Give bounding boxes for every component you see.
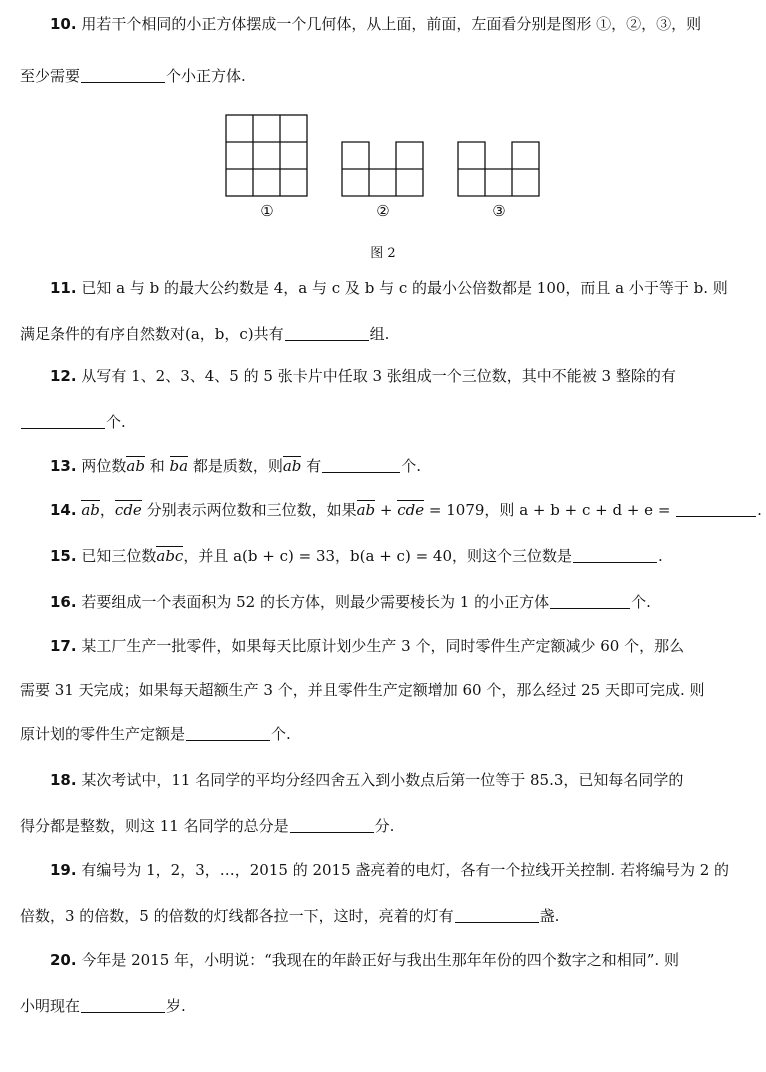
overline-ba: ba — [169, 457, 189, 475]
q12-text: 从写有 1、2、3、4、5 的 5 张卡片中任取 3 张组成一个三位数，其中不能被 3 整除的有 — [81, 367, 676, 385]
q11-line2 — [20, 324, 389, 344]
figure-label-1: ① — [260, 202, 274, 220]
answer-blank[interactable] — [21, 413, 105, 429]
q20-line1 — [50, 950, 679, 970]
q12-line1 — [50, 366, 676, 386]
q17-number: 17. — [50, 637, 77, 655]
q19-line2 — [20, 906, 559, 926]
q14-plus: + — [375, 501, 398, 519]
q17-line3 — [20, 724, 291, 744]
q13-line — [50, 456, 421, 476]
q19-text1: 有编号为 1，2，3，…，2015 的 2015 盏亮着的电灯，各有一个拉线开关控制. 若将编号为 2 的 — [81, 861, 730, 879]
answer-blank[interactable] — [81, 997, 165, 1013]
q20-text1: 今年是 2015 年，小明说：“我现在的年龄正好与我出生那年年份的四个数字之和相同”. 则 — [81, 951, 679, 969]
answer-blank[interactable] — [676, 501, 756, 517]
q14-end: . — [757, 501, 762, 519]
q20-number: 20. — [50, 951, 77, 969]
q19-number: 19. — [50, 861, 77, 879]
q15-text-a: 已知三位数 — [81, 547, 157, 565]
figure-label-3: ③ — [492, 202, 506, 220]
q13-text-a: 两位数 — [81, 457, 127, 475]
q13-text-e: 个. — [401, 457, 421, 475]
answer-blank[interactable] — [573, 547, 657, 563]
q18-line2 — [20, 816, 394, 836]
q10-line2 — [20, 66, 246, 86]
overline-ab: ab — [126, 457, 145, 475]
q11-number: 11. — [50, 279, 77, 297]
q16-number: 16. — [50, 593, 77, 611]
answer-blank[interactable] — [285, 325, 369, 341]
q15-number: 15. — [50, 547, 77, 565]
q19-text2b: 盏. — [539, 907, 560, 925]
q18-text1: 某次考试中，11 名同学的平均分经四舍五入到小数点后第一位等于 85.3，已知每名同学的 — [81, 771, 684, 789]
q17-line1 — [50, 636, 684, 656]
q14-line — [50, 500, 762, 520]
q13-text-b: 和 — [149, 457, 165, 475]
q15-text-b: ，并且 a(b + c) = 33，b(a + c) = 40，则这个三位数是 — [183, 547, 572, 565]
three-view-figure — [220, 112, 550, 202]
q16-end: 个. — [631, 593, 651, 611]
answer-blank[interactable] — [455, 907, 539, 923]
overline-cde: cde — [397, 501, 425, 519]
q11-text: 已知 a 与 b 的最大公约数是 4，a 与 c 及 b 与 c 的最小公倍数都是 100，而且 a 小于等于 b. 则 — [81, 279, 728, 297]
overline-ab: ab — [356, 501, 376, 519]
q17-line2 — [20, 680, 705, 700]
top-view-grid — [226, 115, 307, 196]
q16-line — [50, 592, 651, 612]
q19-line1 — [50, 860, 729, 880]
q11-line1 — [50, 278, 728, 298]
answer-blank[interactable] — [550, 593, 630, 609]
q10-line1 — [50, 14, 701, 34]
left-view-grid — [458, 142, 539, 196]
q10-text: 用若干个相同的小正方体摆成一个几何体，从上面，前面，左面看分别是图形 ①，②，③，则 — [81, 15, 702, 33]
q19-text2a: 倍数，3 的倍数，5 的倍数的灯线都各拉一下，这时，亮着的灯有 — [20, 907, 454, 925]
q20-text2a: 小明现在 — [20, 997, 81, 1015]
q17-text1: 某工厂生产一批零件，如果每天比原计划少生产 3 个，同时零件生产定额减少 60 个，那么 — [81, 637, 685, 655]
q10-number: 10. — [50, 15, 77, 33]
q17-text3b: 个. — [271, 725, 291, 743]
q18-text2b: 分. — [374, 817, 395, 835]
q20-text2b: 岁. — [166, 997, 186, 1015]
answer-blank[interactable] — [186, 725, 270, 741]
overline-ab: ab — [282, 457, 302, 475]
q18-number: 18. — [50, 771, 77, 789]
q20-line2 — [20, 996, 186, 1016]
q14-text-b: = 1079，则 a + b + c + d + e = — [424, 501, 676, 519]
q13-text-c: 都是质数，则 — [192, 457, 283, 475]
q11-text2a: 满足条件的有序自然数对(a，b，c)共有 — [20, 325, 284, 343]
q15-line — [50, 546, 663, 566]
q18-line1 — [50, 770, 683, 790]
q11-text2b: 组. — [369, 325, 390, 343]
q15-end: . — [658, 547, 663, 565]
overline-cde: cde — [114, 501, 142, 519]
figure-label-2: ② — [376, 202, 390, 220]
q13-number: 13. — [50, 457, 77, 475]
q12-text2: 个. — [106, 413, 126, 431]
answer-blank[interactable] — [81, 67, 165, 83]
q12-line2 — [20, 412, 126, 432]
front-view-grid — [342, 142, 423, 196]
q10-text2a: 至少需要 — [20, 67, 81, 85]
q17-text3a: 原计划的零件生产定额是 — [20, 725, 186, 743]
q14-number: 14. — [50, 501, 77, 519]
q10-text2b: 个小正方体. — [166, 67, 246, 85]
q17-text2: 需要 31 天完成；如果每天超额生产 3 个，并且零件生产定额增加 60 个，那么经过 25 天即可完成. 则 — [20, 681, 705, 699]
q18-text2a: 得分都是整数，则这 11 名同学的总分是 — [20, 817, 289, 835]
q14-sep: ， — [99, 501, 115, 519]
q14-text-a: 分别表示两位数和三位数，如果 — [146, 501, 357, 519]
q13-text-d: 有 — [306, 457, 322, 475]
answer-blank[interactable] — [290, 817, 374, 833]
answer-blank[interactable] — [322, 457, 400, 473]
overline-abc: abc — [156, 547, 184, 565]
figure-caption: 图 2 — [370, 246, 396, 261]
q12-number: 12. — [50, 367, 77, 385]
q16-text: 若要组成一个表面积为 52 的长方体，则最少需要棱长为 1 的小正方体 — [81, 593, 550, 611]
overline-ab: ab — [81, 501, 100, 519]
